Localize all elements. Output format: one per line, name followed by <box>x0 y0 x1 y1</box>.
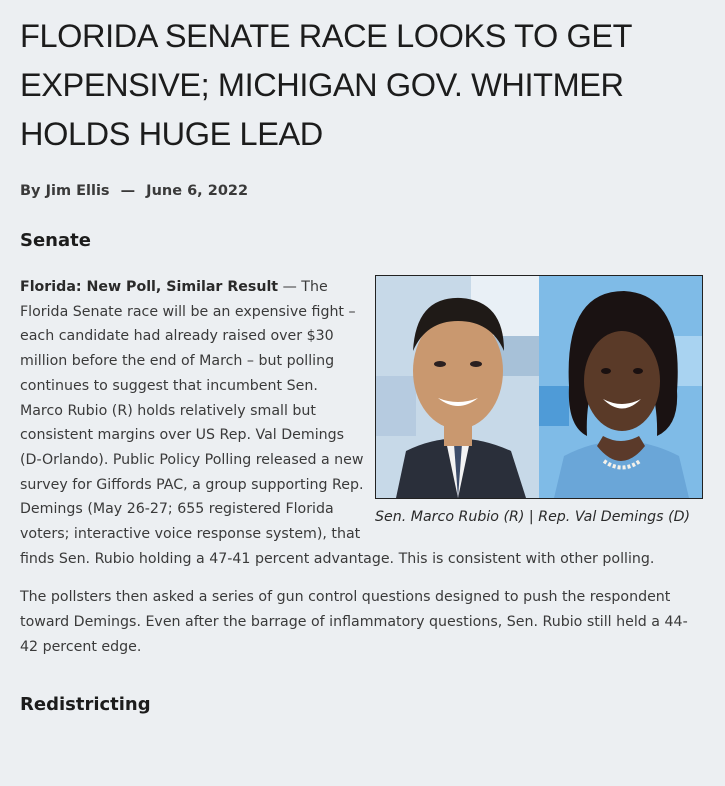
candidate-photo <box>375 275 703 499</box>
publish-date: June 6, 2022 <box>146 183 249 199</box>
article-headline: FLORIDA SENATE RACE LOOKS TO GET EXPENSIVE; MICHIGAN GOV. WHITMER HOLDS HUGE LEAD <box>20 18 632 152</box>
paragraph-lead: Florida: New Poll, Similar Result <box>20 279 279 295</box>
paragraph-florida <box>20 275 705 571</box>
byline-separator: — <box>120 183 136 199</box>
paragraph-1-text: — The Florida Senate race will be an expensive fight – each candidate had already raised over $30 million before the end of March – but polling continues to suggest that incumbent Sen. Marco Rubio (R) holds relatively small but consistent margins over US Rep. Val Demings (D-Orlando). Public Policy Polling released a new survey for Giffords PAC, a group supporting Rep. Demings (May 26-27; 655 registered Florida voters; interactive voice response system), that finds Sen. Rubio holding a 47-41 percent advantage. This is consistent with other polling. <box>20 279 655 567</box>
section-heading-redistricting: Redistricting <box>20 693 151 715</box>
rubio-photo <box>376 276 539 498</box>
byline-prefix: By <box>20 183 41 199</box>
demings-portrait-illustration <box>539 276 702 498</box>
paragraph-pollsters: The pollsters then asked a series of gun control questions designed to push the respondent toward Demings. Even after the barrage of inflammatory questions, Sen. Rubio still held a 44-42 percent edge. <box>20 589 688 655</box>
article-figure <box>375 275 705 530</box>
figure-caption: Sen. Marco Rubio (R) | Rep. Val Demings (D) <box>375 509 691 525</box>
byline <box>20 183 705 199</box>
demings-photo <box>539 276 702 498</box>
rubio-portrait-illustration <box>376 276 539 498</box>
author-name[interactable]: Jim Ellis <box>45 183 110 199</box>
section-heading-senate: Senate <box>20 230 91 251</box>
